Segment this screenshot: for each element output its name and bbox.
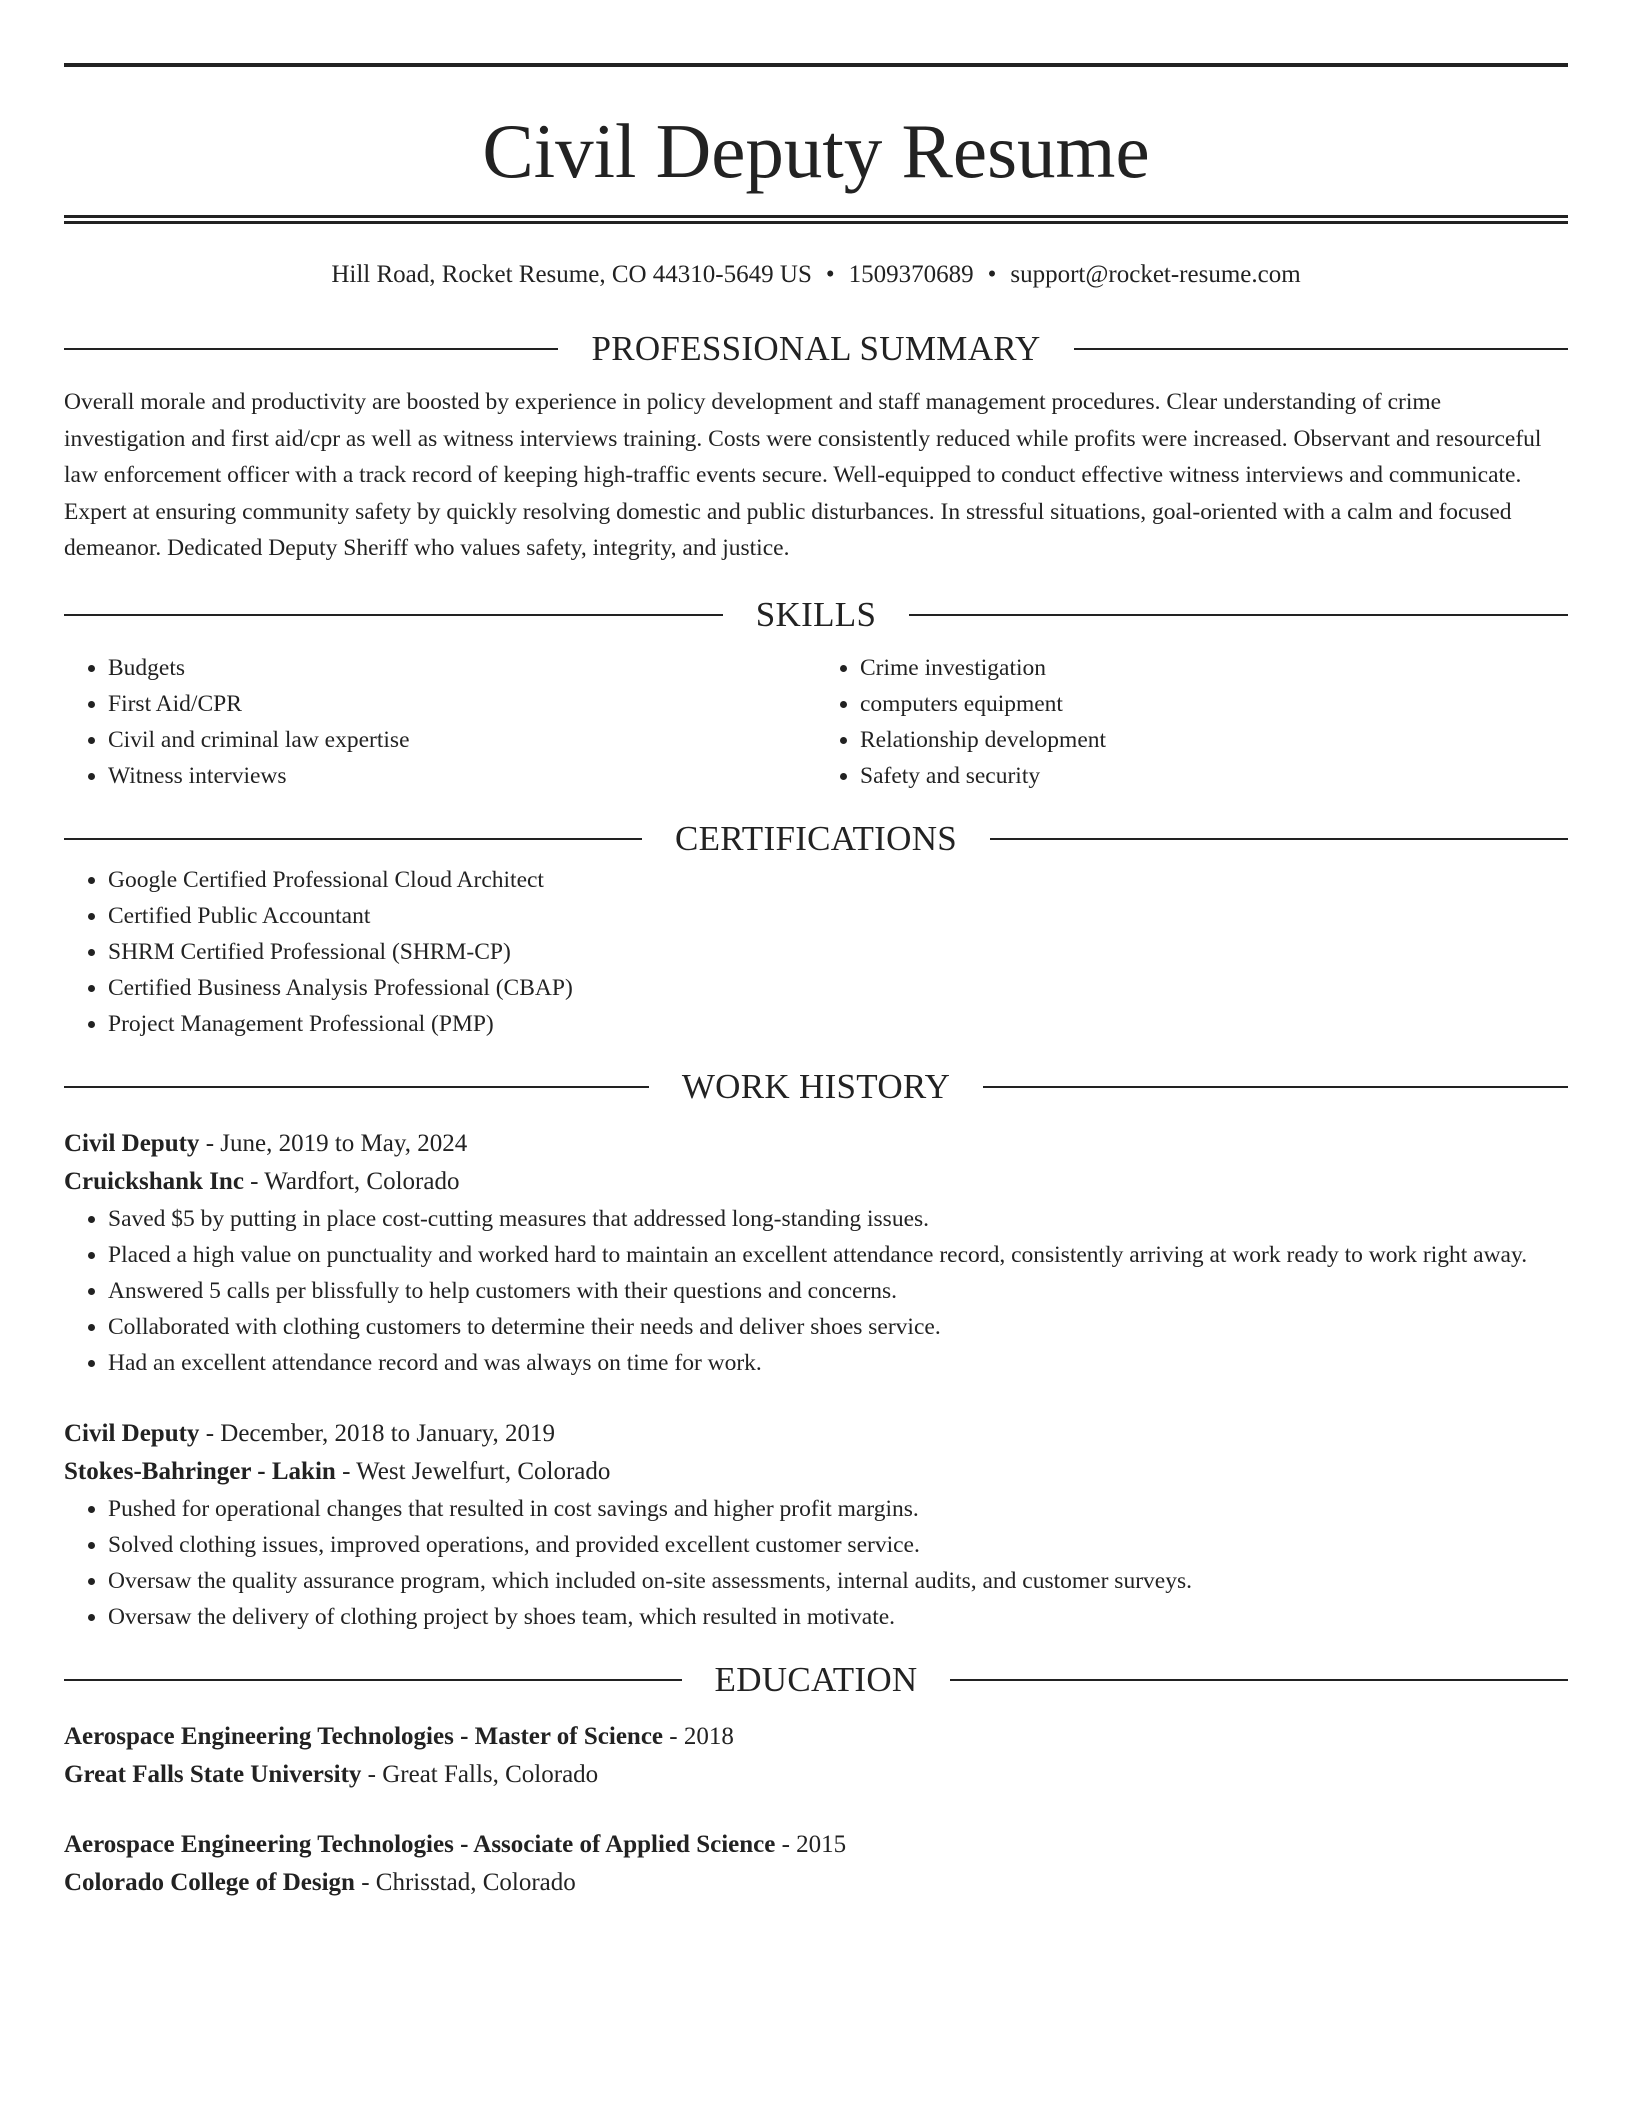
contact-address: Hill Road, Rocket Resume, CO 44310-5649 US [331,261,812,288]
certification-item: • Project Management Professional (PMP) [108,1006,1568,1042]
skill-item: • Civil and criminal law expertise [108,722,816,758]
education-degree: Aerospace Engineering Technologies - Associate of Applied Science [64,1830,776,1858]
job-title: Civil Deputy [64,1419,200,1447]
education-school: Great Falls State University [64,1760,362,1788]
section-title: CERTIFICATIONS [674,818,958,858]
job-title-line [64,1415,1568,1453]
heading-rule [64,1679,682,1681]
job-location: - Wardfort, Colorado [243,1167,460,1195]
job-bullet: • Saved $5 by putting in place cost-cutting measures that addressed long-standing issues. [108,1201,1568,1237]
certifications-list [64,862,1568,1042]
heading-rule [1074,348,1568,350]
section-heading-work [64,1064,1568,1110]
resume-title: Civil Deputy Resume [482,108,1150,194]
job-dates: - December, 2018 to January, 2019 [199,1419,556,1447]
education-degree-line [64,1826,1568,1864]
section-title: WORK HISTORY [681,1066,951,1106]
summary-text: Overall morale and productivity are boosted by experience in policy development and staff management procedures. Clear understanding of crime investigation and first aid/cpr as well as witness interviews training. Costs were consistently reduced while profits were increased. Observant and resourceful law enforcement officer with a track record of keeping high-traffic events secure. Well-equipped to conduct effective witness interviews and communicate. Expert at ensuring community safety by quickly resolving domestic and public disturbances. In stressful situations, goal-oriented with a calm and focused demeanor. Dedicated Deputy Sheriff who values safety, integrity, and justice. [64,389,1542,561]
job-bullet: • Oversaw the delivery of clothing project by shoes team, which resulted in motivate. [108,1599,1568,1635]
skills-column-left [64,650,816,794]
job-title-line [64,1125,1568,1163]
heading-rule [64,348,558,350]
heading-rule [950,1679,1568,1681]
certification-item: • Google Certified Professional Cloud Architect [108,862,1568,898]
resume-page [64,0,1568,1902]
education-year: - 2015 [775,1830,847,1858]
skills-list [64,650,1568,794]
heading-rule [64,838,642,840]
section-heading-education [64,1657,1568,1703]
section-heading-skills [64,592,1568,638]
education-year: - 2018 [663,1722,734,1750]
heading-rule [983,1086,1568,1088]
education-degree-line [64,1718,1568,1756]
section-title: PROFESSIONAL SUMMARY [591,329,1041,368]
skill-item: • Crime investigation [860,650,1568,686]
skills-column-right [816,650,1568,794]
job-bullet: • Placed a high value on punctuality and worked hard to maintain an excellent attendance record, consistently arriving at work ready to work right away. [108,1237,1568,1273]
certification-item: • Certified Business Analysis Professional (CBAP) [108,970,1568,1006]
certification-item: • Certified Public Accountant [108,898,1568,934]
job-bullet: • Solved clothing issues, improved operations, and provided excellent customer service. [108,1527,1568,1563]
contact-separator: • [987,261,997,288]
job-bullet: • Answered 5 calls per blissfully to help customers with their questions and concerns. [108,1273,1568,1309]
heading-rule [990,838,1568,840]
job-dates: - June, 2019 to May, 2024 [199,1129,468,1157]
job-bullet: • Pushed for operational changes that resulted in cost savings and higher profit margins. [108,1491,1568,1527]
contact-phone: 1509370689 [848,261,974,288]
skill-item: • Relationship development [860,722,1568,758]
job-entry [64,1415,1568,1635]
job-title: Civil Deputy [64,1129,200,1157]
contact-separator: • [825,261,835,288]
double-rule [64,215,1568,224]
job-bullet: • Collaborated with clothing customers to determine their needs and deliver shoes service. [108,1309,1568,1345]
job-bullet: • Had an excellent attendance record and was always on time for work. [108,1345,1568,1381]
education-location: - Chrisstad, Colorado [354,1868,576,1896]
education-entry [64,1718,1568,1794]
job-bullets [64,1491,1568,1635]
education-school: Colorado College of Design [64,1868,355,1896]
education-degree: Aerospace Engineering Technologies - Master of Science [64,1722,664,1750]
job-company-line [64,1163,1568,1201]
job-bullet: • Oversaw the quality assurance program, which included on-site assessments, internal audits, and customer surveys. [108,1563,1568,1599]
education-school-line [64,1864,1568,1902]
section-heading-certifications [64,816,1568,862]
education-school-line [64,1756,1568,1794]
skill-item: • Safety and security [860,758,1568,794]
education-location: - Great Falls, Colorado [361,1760,599,1788]
job-company-line [64,1453,1568,1491]
job-company: Cruickshank Inc [64,1167,244,1195]
heading-rule [64,1086,649,1088]
skill-item: • Witness interviews [108,758,816,794]
contact-line [64,258,1568,292]
education-entry [64,1826,1568,1902]
skill-item: • Budgets [108,650,816,686]
section-title: EDUCATION [714,1659,918,1699]
section-heading-summary [64,326,1568,372]
skill-item: • First Aid/CPR [108,686,816,722]
section-title: SKILLS [755,594,877,634]
contact-email: support@rocket-resume.com [1010,261,1301,288]
job-location: - West Jewelfurt, Colorado [335,1457,611,1485]
job-entry [64,1125,1568,1381]
heading-rule [909,614,1568,616]
certification-item: • SHRM Certified Professional (SHRM-CP) [108,934,1568,970]
skill-item: • computers equipment [860,686,1568,722]
job-company: Stokes-Bahringer - Lakin [64,1457,336,1485]
job-bullets [64,1201,1568,1381]
top-rule [64,63,1568,67]
heading-rule [64,614,723,616]
